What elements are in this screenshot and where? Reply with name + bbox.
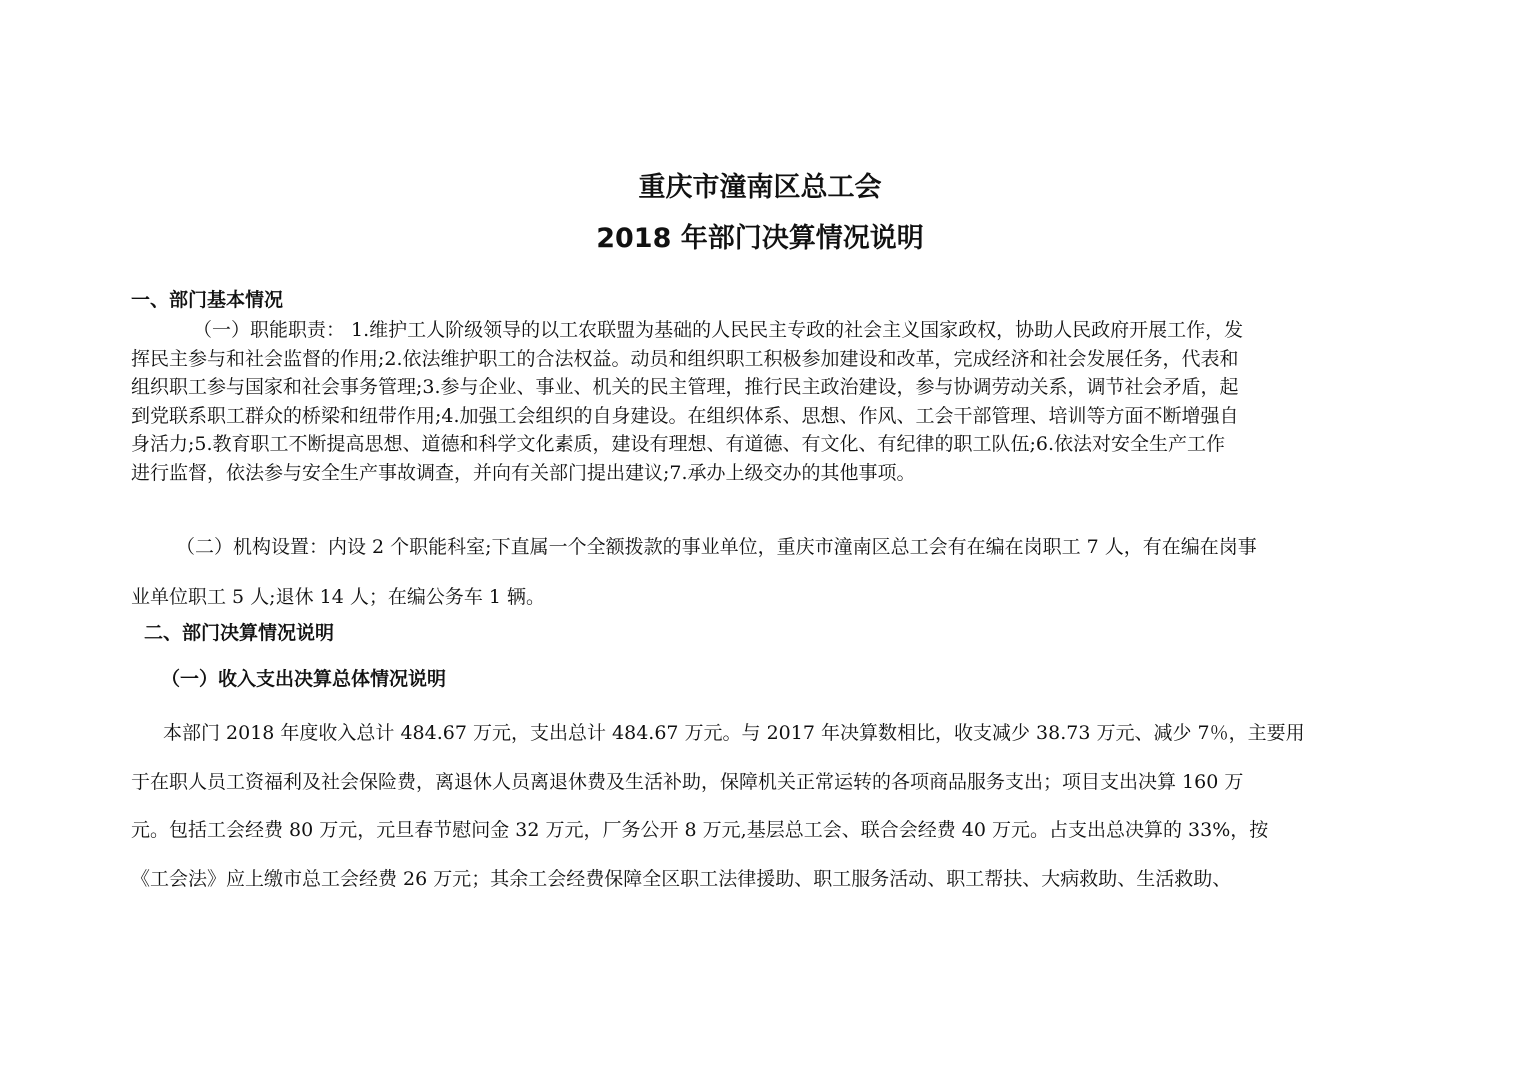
income-expense-paragraph xyxy=(131,709,1393,903)
paragraph-line: 元。包括工会经费 80 万元，元旦春节慰问金 32 万元，厂务公开 8 万元,基层总工会、联合会经费 40 万元。占支出总决算的 33%，按 xyxy=(131,819,1269,841)
section2-sub1-heading: （一）收入支出决算总体情况说明 xyxy=(161,668,447,690)
section2-heading: 二、部门决算情况说明 xyxy=(144,622,335,644)
document-title-line2: 2018 年部门决算情况说明 xyxy=(596,223,924,254)
paragraph-line: 到党联系职工群众的桥梁和纽带作用;4.加强工会组织的自身建设。在组织体系、思想、作风、工会干部管理、培训等方面不断增强自 xyxy=(131,404,1239,427)
paragraph-line: 组织职工参与国家和社会事务管理;3.参与企业、事业、机关的民主管理，推行民主政治建设，参与协调劳动关系，调节社会矛盾，起 xyxy=(131,376,1239,398)
duties-paragraph xyxy=(131,316,1393,487)
section1-heading: 一、部门基本情况 xyxy=(131,289,284,311)
paragraph-line: 本部门 2018 年度收入总计 484.67 万元，支出总计 484.67 万元。与 2017 年决算数相比，收支减少 38.73 万元、减少 7％，主要用 xyxy=(163,722,1305,744)
paragraph-line: （二）机构设置：内设 2 个职能科室;下直属一个全额拨款的事业单位，重庆市潼南区总工会有在编在岗职工 7 人，有在编在岗事 xyxy=(176,536,1257,558)
paragraph-line: 身活力;5.教育职工不断提高思想、道德和科学文化素质，建设有理想、有道德、有文化、有纪律的职工队伍;6.依法对安全生产工作 xyxy=(131,433,1226,455)
org-paragraph xyxy=(131,522,1393,622)
paragraph-line: 进行监督，依法参与安全生产事故调查，并向有关部门提出建议;7.承办上级交办的其他事项。 xyxy=(131,461,916,484)
paragraph-line: 《工会法》应上缴市总工会经费 26 万元；其余工会经费保障全区职工法律援助、职工服务活动、职工帮扶、大病救助、生活救助、 xyxy=(131,867,1232,890)
document-title-line1: 重庆市潼南区总工会 xyxy=(638,172,882,203)
paragraph-line: 挥民主参与和社会监督的作用;2.依法维护职工的合法权益。动员和组织职工积极参加建设和改革，完成经济和社会发展任务，代表和 xyxy=(131,347,1239,370)
paragraph-line: （一）职能职责： 1.维护工人阶级领导的以工农联盟为基础的人民民主专政的社会主义国家政权，协助人民政府开展工作，发 xyxy=(193,319,1244,341)
paragraph-line: 业单位职工 5 人;退休 14 人；在编公务车 1 辆。 xyxy=(131,586,545,608)
paragraph-line: 于在职人员工资福利及社会保险费，离退休人员离退休费及生活补助，保障机关正常运转的各项商品服务支出；项目支出决算 160 万 xyxy=(131,770,1244,793)
